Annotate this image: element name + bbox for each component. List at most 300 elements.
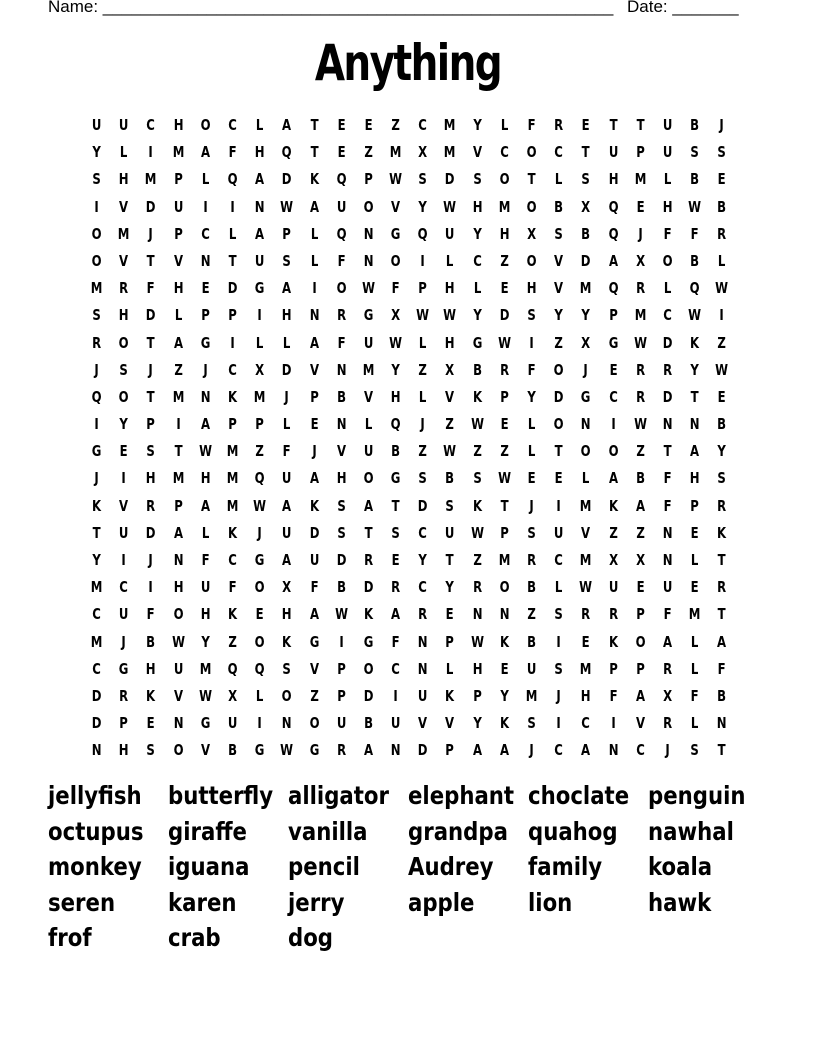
grid-letter: N [581,415,591,434]
grid-letter: A [255,170,265,189]
grid-letter: W [416,306,430,325]
grid-row [83,166,736,193]
grid-letter: C [146,116,156,134]
grid-letter: S [473,469,482,488]
grid-letter: U [336,714,347,733]
grid-letter: D [146,306,156,325]
grid-letter: T [310,143,319,162]
grid-letter: M [253,387,266,406]
grid-letter: M [90,279,103,298]
grid-letter: C [228,360,237,379]
grid-letter: S [554,605,563,624]
grid-row [83,302,736,329]
grid-letter: I [148,578,154,597]
grid-letter: J [638,224,643,243]
grid-letter: E [527,469,536,488]
grid-letter: N [91,741,102,760]
grid-letter: N [390,741,401,760]
grid-letter: J [420,415,426,434]
grid-letter: A [255,224,265,243]
grid-letter: M [226,469,239,488]
grid-letter: U [200,578,211,597]
grid-letter: F [663,224,672,243]
grid-letter: S [282,659,292,678]
grid-letter: K [717,523,727,542]
grid-letter: T [228,251,237,270]
grid-letter: G [118,659,129,678]
word-list-item: elephant [408,781,515,810]
grid-letter: X [581,333,591,352]
grid-letter: A [472,741,482,760]
grid-letter: T [717,551,726,569]
grid-letter: C [201,224,210,243]
grid-letter: A [282,551,292,569]
grid-letter: B [717,197,727,216]
grid-letter: L [419,387,427,406]
grid-letter: K [363,605,374,624]
grid-letter: W [497,469,511,488]
grid-row [83,656,736,683]
grid-letter: F [228,578,237,597]
grid-letter: R [527,551,537,569]
grid-letter: N [200,251,211,270]
grid-letter: O [363,659,374,678]
grid-letter: Z [445,415,455,434]
grid-letter: O [526,251,537,270]
grid-letter: F [663,469,672,488]
grid-letter: F [609,686,618,705]
letter-grid [83,112,736,765]
grid-letter: R [717,224,727,243]
word-list-item: seren [48,887,116,917]
grid-letter: O [91,251,102,270]
grid-letter: Q [91,387,102,406]
grid-letter: A [309,605,319,624]
grid-letter: O [173,605,184,624]
grid-letter: N [363,224,374,243]
grid-letter: Z [500,442,509,461]
grid-letter: E [337,143,346,162]
name-field-label: Name: ______________________________________________________ [48,0,614,16]
grid-letter: C [554,551,564,569]
word-list-item: iguana [168,852,250,881]
grid-letter: I [393,686,398,705]
grid-letter: B [554,197,564,216]
grid-letter: P [636,659,645,678]
word-list-item: butterfly [168,781,274,810]
grid-letter: U [282,469,292,488]
grid-letter: H [200,605,211,624]
grid-letter: S [418,469,428,488]
grid-letter: G [254,279,265,298]
grid-letter: B [690,116,700,134]
grid-letter: D [363,578,374,597]
grid-letter: I [230,197,235,216]
grid-letter: F [146,605,155,624]
grid-letter: I [556,714,561,733]
grid-letter: U [91,116,102,134]
grid-letter: P [500,387,509,406]
grid-letter: C [418,523,428,542]
grid-letter: Y [472,224,482,243]
grid-letter: D [91,714,102,733]
grid-letter: L [255,686,264,705]
grid-letter: A [363,741,373,760]
grid-letter: U [662,143,673,162]
grid-letter: P [201,306,210,325]
grid-letter: Q [417,224,428,243]
grid-letter: R [608,605,618,624]
grid-letter: Q [281,143,292,162]
grid-letter: Y [201,632,210,651]
grid-letter: O [499,578,510,597]
grid-letter: Y [445,578,455,597]
grid-letter: U [418,686,428,705]
grid-letter: P [336,659,346,678]
grid-letter: H [173,279,184,298]
word-list-item: apple [408,887,475,917]
grid-letter: X [635,551,645,569]
grid-letter: K [499,632,509,651]
grid-letter: O [553,415,564,434]
grid-letter: I [556,496,561,515]
grid-letter: W [198,686,212,705]
grid-letter: M [580,496,592,515]
grid-letter: L [446,251,454,270]
grid-letter: V [391,197,401,216]
grid-letter: P [228,306,237,325]
grid-letter: X [282,578,292,597]
word-list-item: dog [288,923,334,952]
grid-row [83,248,736,275]
grid-letter: U [445,523,455,542]
grid-letter: A [363,496,373,515]
grid-letter: W [579,578,593,597]
grid-letter: T [146,333,155,352]
grid-letter: Z [418,442,428,461]
grid-letter: M [580,279,592,298]
word-list-item: karen [168,887,237,917]
grid-letter: T [527,170,536,189]
grid-letter: K [146,686,156,705]
grid-letter: A [282,116,292,134]
grid-letter: H [526,279,537,298]
grid-letter: Y [418,197,428,216]
grid-letter: D [282,360,292,379]
word-list-item: jellyfish [48,781,142,810]
grid-row [83,384,736,411]
grid-letter: B [527,632,537,651]
grid-row [83,601,736,628]
grid-letter: O [363,197,374,216]
grid-letter: F [663,496,672,515]
grid-letter: L [690,714,699,733]
grid-letter: W [280,741,294,760]
grid-letter: M [525,686,538,705]
grid-letter: J [311,442,317,461]
grid-letter: I [420,251,426,270]
grid-letter: D [91,686,102,705]
grid-letter: B [146,632,156,651]
grid-letter: V [336,442,346,461]
word-list-item: alligator [288,781,389,810]
grid-letter: A [717,632,727,651]
grid-letter: I [610,714,616,733]
grid-letter: E [717,387,726,406]
grid-letter: G [363,306,374,325]
grid-letter: F [527,360,536,379]
grid-letter: E [146,714,155,733]
grid-letter: S [473,170,482,189]
grid-letter: C [608,387,618,406]
grid-letter: K [309,170,319,189]
grid-letter: W [497,333,511,352]
grid-letter: X [608,551,618,569]
grid-letter: S [418,170,428,189]
grid-letter: U [662,578,673,597]
grid-letter: Z [364,143,373,162]
grid-letter: U [119,605,129,624]
grid-letter: M [580,659,592,678]
grid-letter: B [364,714,373,733]
grid-letter: H [472,197,483,216]
grid-letter: K [608,496,618,515]
grid-letter: U [309,551,319,569]
grid-letter: N [200,387,211,406]
grid-letter: V [363,387,373,406]
grid-letter: D [146,197,156,216]
grid-letter: U [254,251,265,270]
grid-letter: D [445,170,455,189]
grid-letter: E [255,605,264,624]
grid-letter: R [336,306,346,325]
grid-letter: L [690,632,699,651]
grid-letter: R [554,116,564,134]
grid-letter: M [688,605,701,624]
grid-letter: C [228,116,237,134]
grid-letter: H [118,741,129,760]
grid-letter: V [173,686,183,705]
grid-letter: D [336,551,347,569]
word-list-item: family [528,852,603,881]
grid-letter: L [446,659,454,678]
grid-letter: O [309,714,320,733]
word-list-item: octupus [48,816,144,846]
grid-letter: I [311,279,317,298]
grid-letter: G [309,741,319,760]
grid-letter: C [418,578,428,597]
grid-letter: Y [554,306,564,325]
grid-letter: O [254,632,265,651]
grid-letter: U [390,714,401,733]
grid-letter: U [363,333,374,352]
grid-letter: I [610,415,616,434]
grid-letter: E [310,415,319,434]
grid-letter: O [118,387,129,406]
grid-letter: B [717,415,727,434]
grid-row [83,574,736,601]
grid-letter: W [633,333,647,352]
grid-letter: U [173,659,183,678]
grid-letter: D [282,170,292,189]
grid-letter: H [662,197,673,216]
grid-letter: K [445,686,455,705]
grid-letter: H [146,659,156,678]
grid-letter: B [336,578,346,597]
grid-letter: N [608,741,619,760]
grid-letter: A [173,523,183,542]
grid-letter: O [173,741,184,760]
grid-letter: S [119,360,128,379]
grid-letter: T [92,523,101,542]
grid-letter: J [203,360,208,379]
grid-letter: M [634,170,647,189]
grid-letter: R [635,387,645,406]
grid-letter: P [364,170,373,189]
grid-letter: X [663,686,673,705]
grid-letter: J [257,523,262,542]
grid-letter: S [445,496,455,515]
grid-letter: N [662,551,673,569]
grid-letter: O [526,143,537,162]
grid-letter: S [527,523,536,542]
grid-letter: L [690,551,699,569]
grid-letter: E [446,605,455,624]
grid-letter: P [255,415,265,434]
grid-letter: L [228,224,237,243]
grid-letter: X [255,360,265,379]
grid-letter: I [230,333,235,352]
grid-letter: L [690,659,699,678]
grid-letter: P [418,279,428,298]
grid-letter: I [339,632,344,651]
grid-letter: N [662,523,673,542]
grid-letter: J [148,360,154,379]
grid-letter: C [119,578,129,597]
grid-letter: J [284,387,290,406]
grid-letter: W [688,306,702,325]
grid-letter: Q [608,279,619,298]
grid-letter: A [309,197,319,216]
grid-letter: H [390,387,401,406]
grid-letter: L [527,415,536,434]
grid-letter: N [662,415,673,434]
grid-letter: H [173,116,184,134]
grid-letter: Z [418,360,428,379]
grid-letter: N [472,605,483,624]
grid-letter: K [92,496,102,515]
grid-letter: U [173,197,183,216]
grid-letter: J [148,551,154,569]
grid-letter: I [257,306,262,325]
grid-letter: A [309,333,319,352]
grid-letter: G [91,442,102,461]
grid-letter: Q [608,224,619,243]
grid-letter: T [717,741,726,760]
grid-letter: L [120,143,128,162]
grid-letter: P [445,741,455,760]
word-list-item: monkey [48,852,142,881]
word-list-item: grandpa [408,816,508,846]
grid-letter: T [310,116,319,134]
grid-letter: E [500,415,509,434]
grid-letter: N [499,605,510,624]
grid-row [83,330,736,357]
grid-letter: E [554,469,563,488]
page-title: Anything [314,34,502,92]
grid-letter: B [690,251,700,270]
grid-letter: J [121,632,126,651]
grid-letter: B [445,469,455,488]
grid-letter: D [417,496,428,515]
grid-letter: E [690,578,699,597]
grid-letter: W [253,496,267,515]
grid-letter: H [445,279,455,298]
grid-letter: R [663,714,673,733]
grid-letter: H [608,170,619,189]
grid-row [83,357,736,384]
grid-letter: J [583,360,589,379]
grid-letter: K [227,605,238,624]
grid-letter: R [472,578,482,597]
grid-letter: H [472,659,483,678]
grid-letter: T [500,496,509,515]
word-list-item: lion [528,887,573,917]
grid-letter: M [90,578,103,597]
grid-letter: H [445,333,455,352]
grid-row [83,520,736,547]
grid-letter: A [200,415,210,434]
grid-letter: U [445,224,455,243]
grid-letter: C [581,714,591,733]
grid-letter: G [254,741,265,760]
grid-row [83,112,736,139]
grid-letter: M [634,306,647,325]
grid-letter: J [719,116,725,134]
grid-letter: H [146,469,156,488]
grid-letter: M [199,659,212,678]
grid-letter: Z [173,360,183,379]
grid-letter: Z [554,333,564,352]
grid-letter: F [527,116,536,134]
grid-letter: P [173,224,183,243]
grid-letter: M [172,143,184,162]
grid-letter: O [635,632,646,651]
grid-letter: V [554,279,564,298]
grid-letter: F [282,442,291,461]
grid-letter: S [527,714,536,733]
grid-letter: H [173,578,184,597]
grid-letter: M [498,197,511,216]
grid-letter: N [336,415,347,434]
grid-letter: N [309,306,319,325]
grid-letter: G [608,333,618,352]
word-list-item: choclate [528,781,630,810]
grid-letter: G [390,469,401,488]
grid-letter: P [173,170,183,189]
grid-letter: I [556,632,561,651]
grid-letter: X [527,224,537,243]
grid-letter: G [254,551,265,569]
grid-letter: W [443,197,457,216]
grid-letter: R [119,279,129,298]
word-list-item: frof [48,923,92,952]
grid-letter: I [529,333,534,352]
grid-letter: Z [472,551,482,569]
grid-letter: I [175,415,181,434]
grid-letter: Z [472,442,482,461]
grid-letter: W [470,632,484,651]
